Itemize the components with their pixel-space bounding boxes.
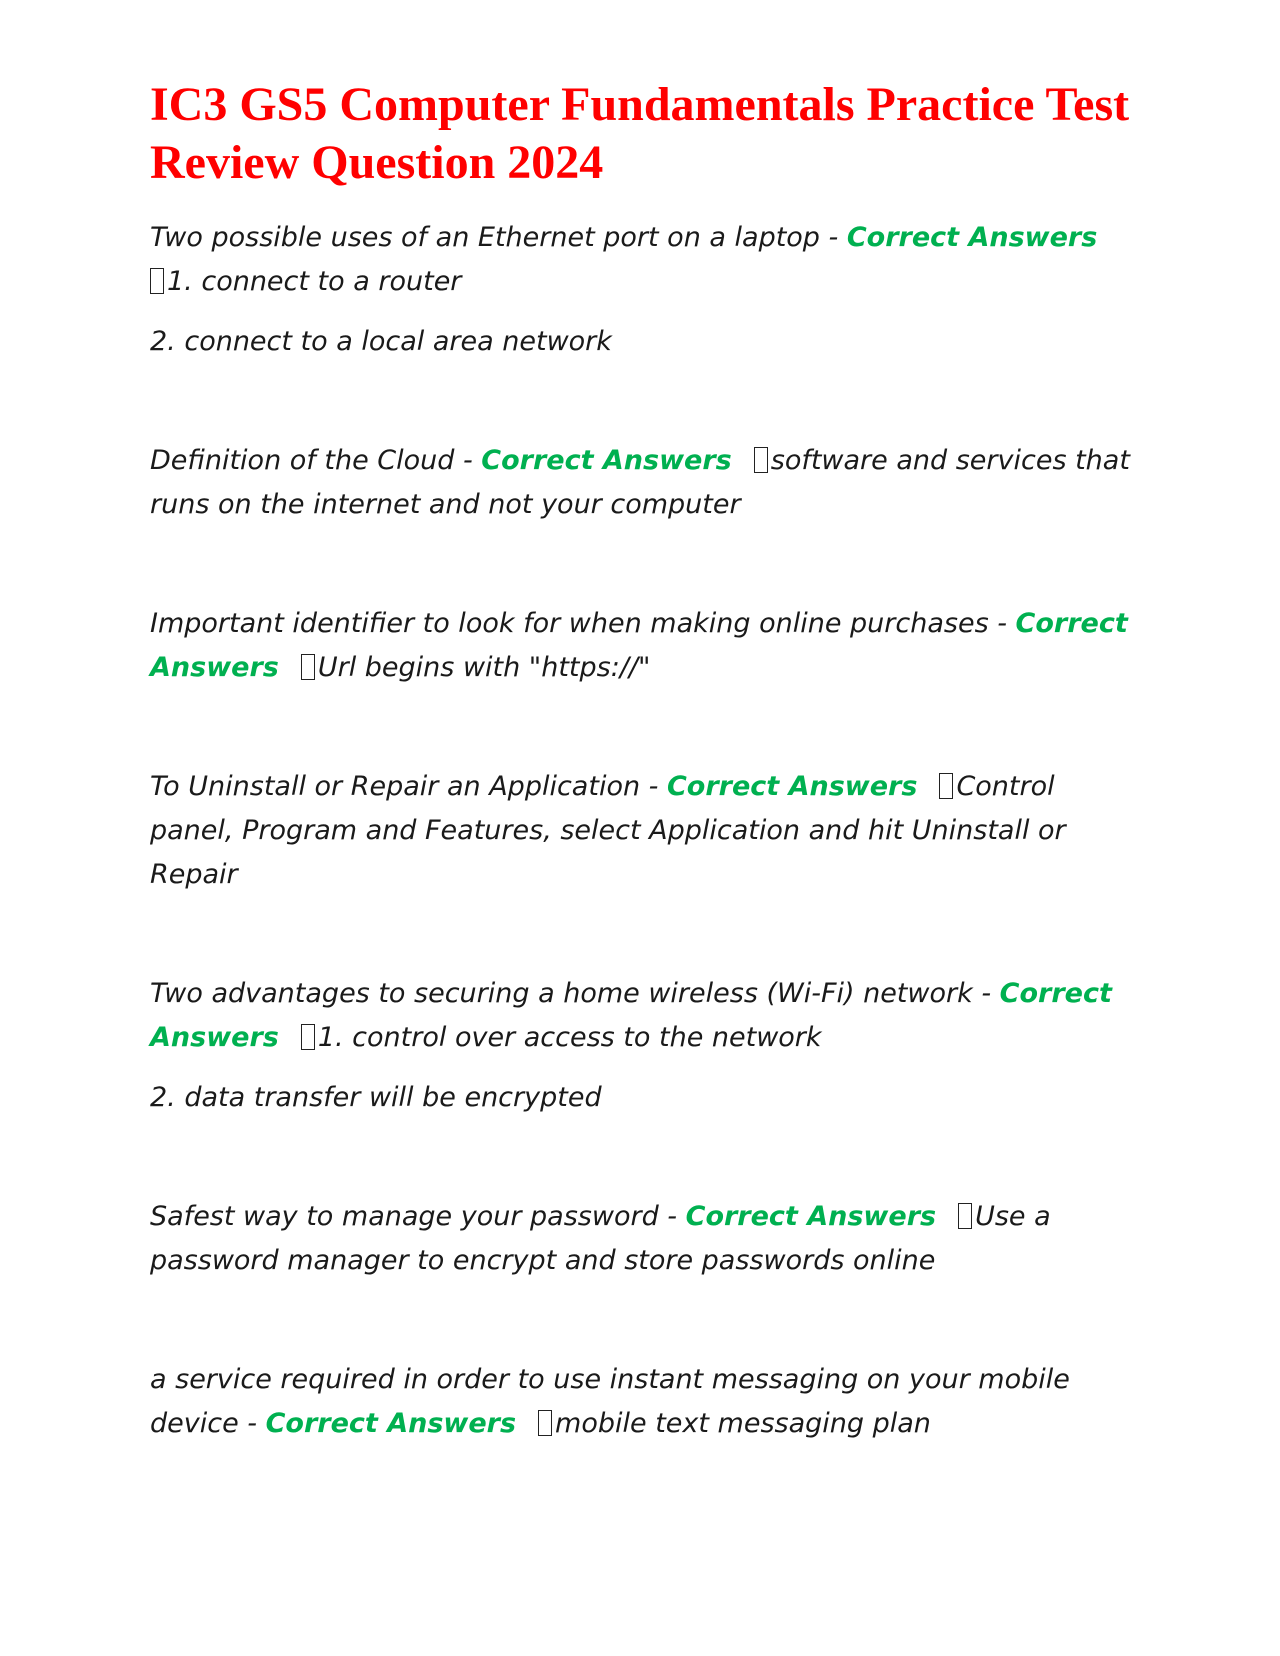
question-text: Important identifier to look for when making online purchases - [150,608,1016,639]
answer-text-line2: 2. connect to a local area network [150,326,612,357]
answer-text-line2: 2. data transfer will be encrypted [150,1082,602,1113]
qa-item-uninstall [150,765,1130,897]
missing-glyph-icon [958,1203,972,1229]
correct-answers-label: Correct Answers [666,771,918,802]
correct-answers-label: Correct Answers [150,608,1128,683]
correct-answers-label: Correct Answers [846,222,1098,253]
page-title: IC3 GS5 Computer Fundamentals Practice Test Review Question 2024 [150,78,1130,189]
qa-item-online-purchases [150,602,1130,690]
question-text: Definition of the Cloud - [150,445,482,476]
question-text: To Uninstall or Repair an Application - [150,771,667,802]
missing-glyph-icon [150,268,164,294]
question-text: Safest way to manage your password - [150,1201,686,1232]
missing-glyph-icon [939,773,953,799]
qa-item-password [150,1195,1130,1283]
answer-text: Use a password manager to encrypt and store passwords online [150,1201,1051,1276]
missing-glyph-icon [538,1410,552,1436]
answer-text: software and services that runs on the internet and not your computer [150,445,1130,520]
answer-text: mobile text messaging plan [555,1408,931,1439]
correct-answers-label: Correct Answers [150,978,1112,1053]
missing-glyph-icon [301,1024,315,1050]
correct-answers-label: Correct Answers [481,445,732,476]
qa-item-messaging [150,1358,1130,1446]
correct-answers-label: Correct Answers [685,1201,937,1232]
answer-text: Control panel, Program and Features, select Application and hit Uninstall or Repair [150,771,1066,890]
answer-text: 1. control over access to the network [317,1022,822,1053]
qa-item-cloud [150,439,1130,527]
question-text: a service required in order to use instant messaging on your mobile device - [150,1364,1070,1439]
question-text: Two advantages to securing a home wireless (Wi-Fi) network - [150,978,1000,1009]
answer-text: 1. connect to a router [167,266,462,297]
correct-answers-label: Correct Answers [265,1408,517,1439]
missing-glyph-icon [301,654,315,680]
missing-glyph-icon [754,447,768,473]
qa-item-ethernet [150,216,1130,364]
qa-item-wifi [150,972,1130,1120]
answer-text: Url begins with "https://" [317,652,651,683]
question-text: Two possible uses of an Ethernet port on a laptop - [150,222,847,253]
document-page [150,76,1130,1521]
